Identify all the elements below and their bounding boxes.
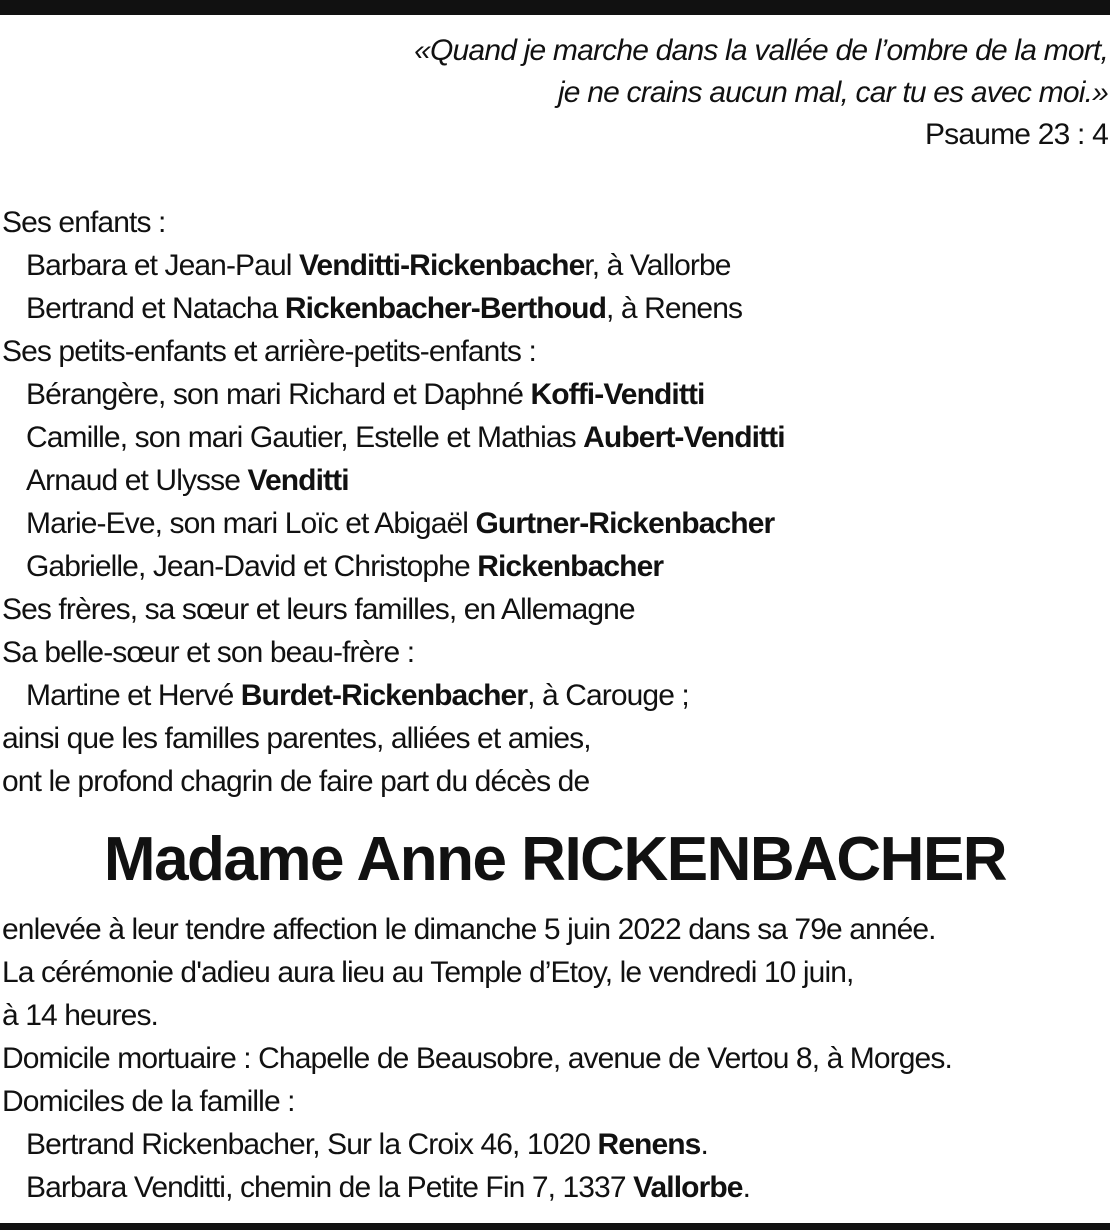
family-member-line (2, 545, 785, 588)
address-city: Vallorbe (633, 1171, 743, 1204)
ceremony-line-2: à 14 heures. (2, 999, 158, 1032)
member-prefix: Bertrand et Natacha (26, 292, 285, 325)
grandchildren-heading: Ses petits-enfants et arrière-petits-enfants : (2, 335, 536, 368)
psalm-quote (414, 30, 1108, 156)
mortuary-line: Domicile mortuaire : Chapelle de Beausobre, avenue de Vertou 8, à Morges. (2, 1042, 952, 1075)
family-member-line (2, 287, 785, 330)
family-member-line (2, 416, 785, 459)
family-member-line (2, 244, 785, 287)
member-suffix: , à Renens (606, 292, 743, 325)
address-prefix: Bertrand Rickenbacher, Sur la Croix 46, 1020 (26, 1128, 598, 1161)
siblings-line: Ses frères, sa sœur et leurs familles, en Allemagne (2, 593, 635, 626)
top-border-rule (0, 0, 1110, 15)
deceased-name: Madame Anne RICKENBACHER (103, 825, 1007, 894)
member-surname: Aubert-Venditti (583, 421, 785, 454)
address-line (2, 1123, 952, 1166)
member-prefix: Bérangère, son mari Richard et Daphné (26, 378, 531, 411)
member-surname: Venditti (247, 464, 349, 497)
member-suffix: , à Carouge ; (527, 679, 689, 712)
address-suffix: . (742, 1171, 751, 1204)
bottom-border-rule (0, 1223, 1110, 1230)
family-member-line (2, 459, 785, 502)
closing-line-2: ont le profond chagrin de faire part du décès de (2, 765, 590, 798)
member-prefix: Arnaud et Ulysse (26, 464, 248, 497)
family-member-line (2, 502, 785, 545)
address-prefix: Barbara Venditti, chemin de la Petite Fin 7, 1337 (26, 1171, 634, 1204)
address-city: Renens (597, 1128, 701, 1161)
member-surname: Venditti-Rickenbache (298, 249, 585, 282)
member-prefix: Camille, son mari Gautier, Estelle et Mathias (26, 421, 584, 454)
children-heading: Ses enfants : (2, 206, 166, 239)
member-surname: Gurtner-Rickenbacher (475, 507, 775, 540)
ceremony-details (2, 908, 952, 1209)
ceremony-line-1: La cérémonie d'adieu aura lieu au Temple d’Etoy, le vendredi 10 juin, (2, 956, 854, 989)
member-surname: Koffi-Venditti (530, 378, 705, 411)
member-surname: Burdet-Rickenbacher (240, 679, 528, 712)
family-list (2, 201, 785, 803)
address-line (2, 1166, 952, 1209)
family-member-line (2, 674, 785, 717)
member-surname: Rickenbacher-Berthoud (284, 292, 606, 325)
member-prefix: Martine et Hervé (26, 679, 241, 712)
closing-line-1: ainsi que les familles parentes, alliées et amies, (2, 722, 591, 755)
member-prefix: Barbara et Jean-Paul (26, 249, 299, 282)
address-suffix: . (700, 1128, 708, 1161)
inlaws-heading: Sa belle-sœur et son beau-frère : (2, 636, 415, 669)
quote-line-1: «Quand je marche dans la vallée de l’ombre de la mort, (414, 34, 1108, 67)
quote-line-2: je ne crains aucun mal, car tu es avec moi.» (557, 76, 1108, 109)
member-prefix: Marie-Eve, son mari Loïc et Abigaël (26, 507, 476, 540)
family-member-line (2, 373, 785, 416)
member-surname: Rickenbacher (477, 550, 664, 583)
member-suffix: r, à Vallorbe (584, 249, 731, 282)
family-addresses-heading: Domiciles de la famille : (2, 1085, 295, 1118)
quote-reference: Psaume 23 : 4 (924, 118, 1108, 151)
death-line: enlevée à leur tendre affection le dimanche 5 juin 2022 dans sa 79e année. (2, 913, 936, 946)
member-prefix: Gabrielle, Jean-David et Christophe (26, 550, 478, 583)
